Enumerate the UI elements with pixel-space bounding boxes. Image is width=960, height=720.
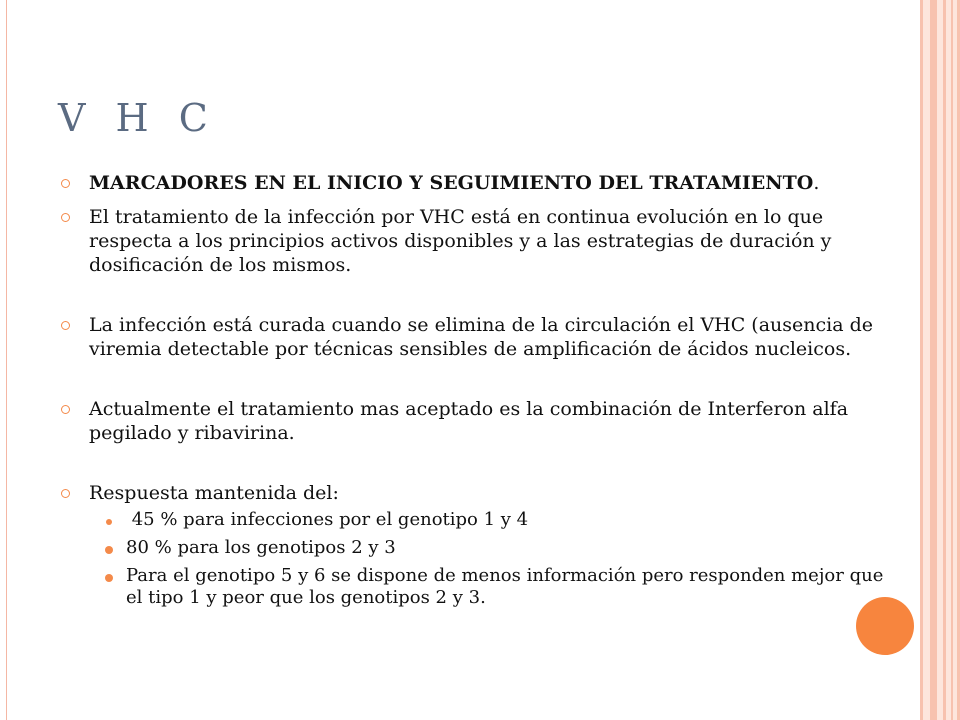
sub-bullet-dot-icon (106, 519, 112, 525)
bullet-text: Respuesta mantenida del: (89, 482, 339, 504)
bullet-item (60, 171, 905, 195)
slide-body (60, 171, 905, 615)
sub-bullet-item (60, 537, 905, 559)
sub-bullet-item (60, 509, 905, 531)
decorative-circle (856, 597, 914, 655)
bullet-item (60, 205, 905, 277)
bullet-ring-icon (61, 489, 70, 498)
bullet-suffix: . (813, 172, 820, 194)
bullet-item (60, 397, 905, 445)
frame-stripe (920, 0, 923, 720)
frame-stripe (943, 0, 946, 720)
bullet-ring-icon (61, 213, 70, 222)
bullet-ring-icon (61, 321, 70, 330)
bullet-ring-icon (61, 179, 70, 188)
sub-bullet-text: 45 % para infecciones por el genotipo 1 y 4 (126, 509, 529, 530)
bullet-text: MARCADORES EN EL INICIO Y SEGUIMIENTO DEL TRATAMIENTO (89, 172, 814, 194)
bullet-text: La infección está curada cuando se elimina de la circulación el VHC (ausencia de viremia detectable por técnicas sensibles de amplificación de ácidos nucleicos. (89, 314, 874, 360)
frame-right-stripes (920, 0, 960, 720)
bullet-text: Actualmente el tratamiento mas aceptado es la combinación de Interferon alfa pegilado y ribavirina. (89, 398, 849, 444)
sub-bullet-dot-icon (105, 574, 113, 582)
frame-stripe (951, 0, 953, 720)
bullet-item (60, 481, 905, 505)
sub-bullet-dot-icon (105, 546, 113, 554)
bullet-item (60, 313, 905, 361)
sub-bullet-text: Para el genotipo 5 y 6 se dispone de menos información pero responden mejor que el tipo 1 y peor que los genotipos 2 y 3. (126, 565, 884, 608)
frame-left-line (6, 0, 7, 720)
slide-title: V H C (58, 96, 217, 140)
frame-stripe (930, 0, 937, 720)
bullet-text: El tratamiento de la infección por VHC está en continua evolución en lo que respecta a los principios activos disponibles y a las estrategias de duración y dosificación de los mismos. (89, 206, 832, 276)
bullet-ring-icon (61, 405, 70, 414)
sub-bullet-item (60, 565, 905, 609)
sub-bullet-text: 80 % para los genotipos 2 y 3 (126, 537, 396, 558)
